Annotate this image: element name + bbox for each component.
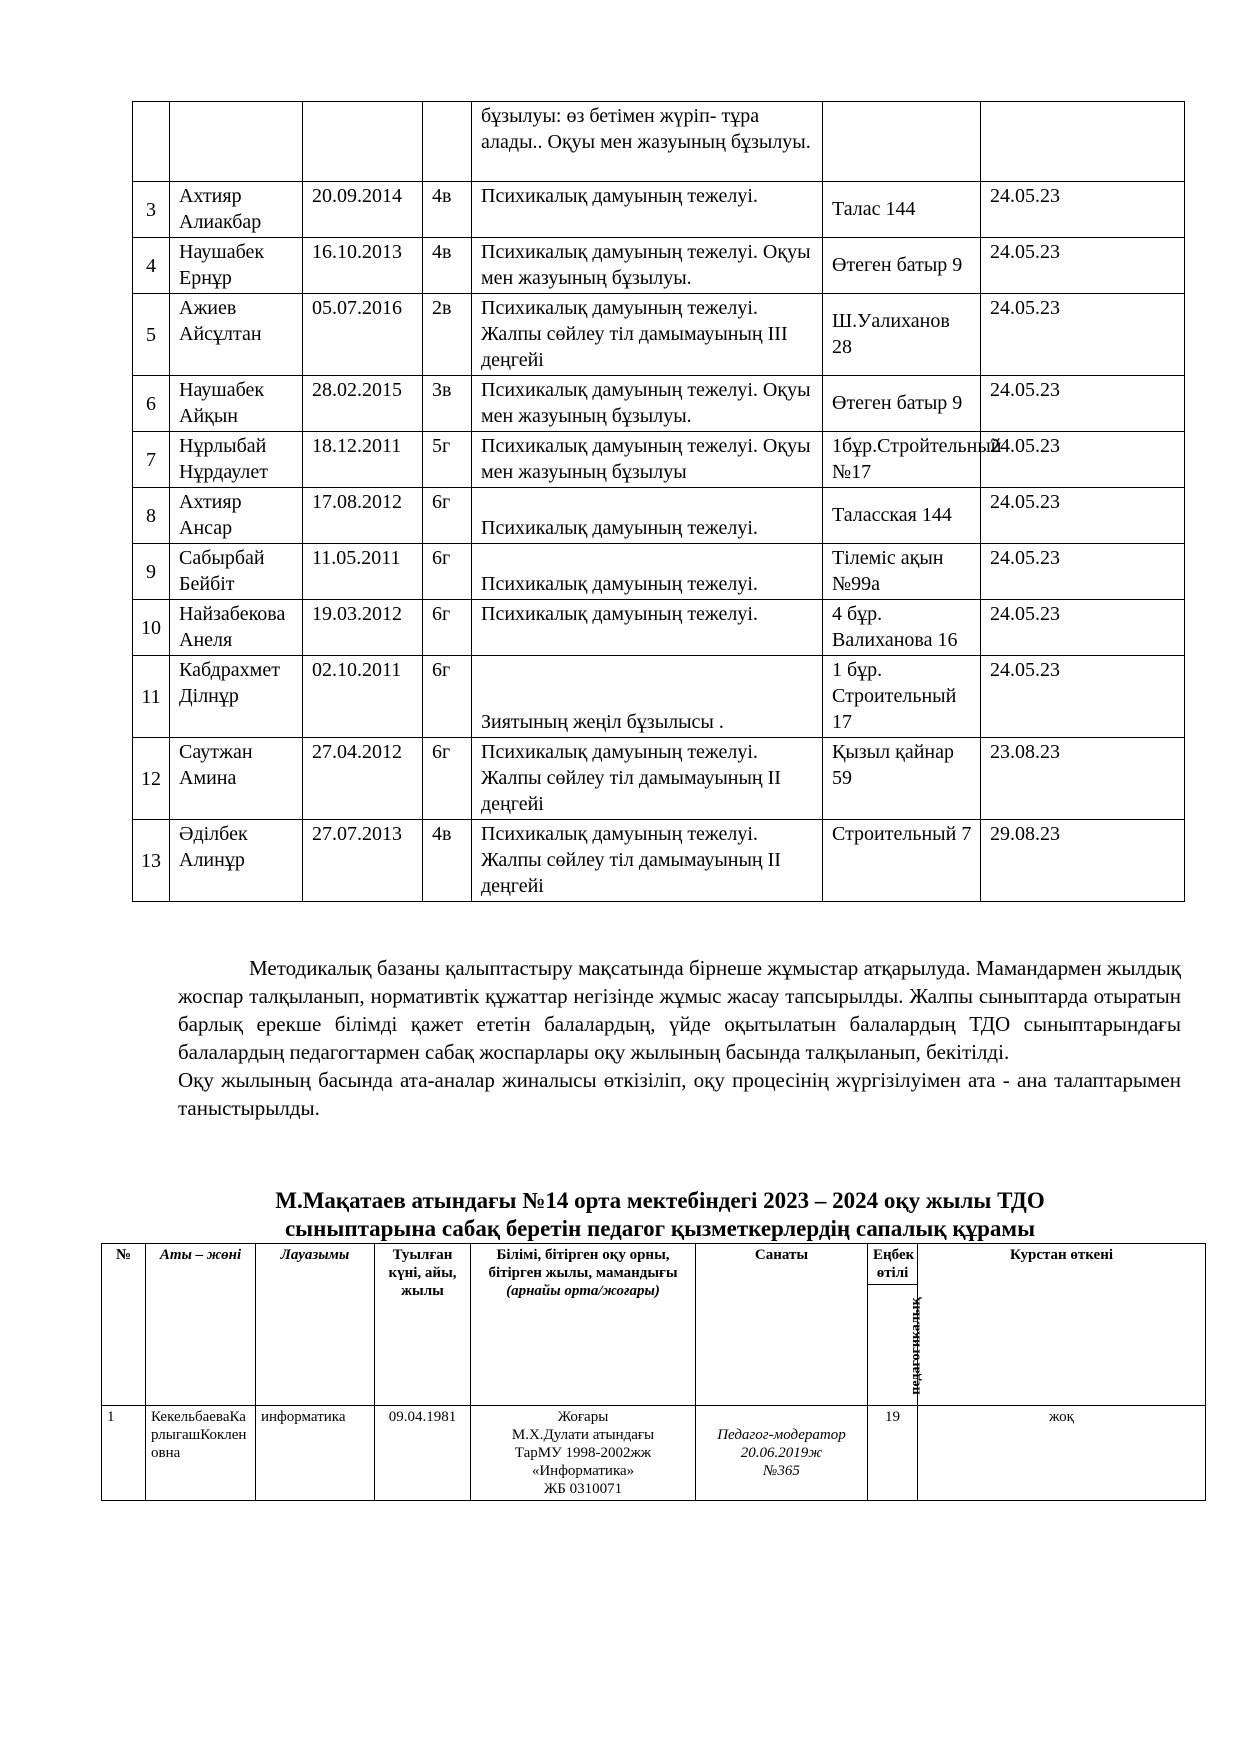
child-name: Ажиев Айсұлтан: [170, 294, 303, 376]
grade: 4в: [423, 820, 472, 902]
title-line-2: сыныптарына сабақ беретін педагог қызметкерлердің сапалық құрамы: [284, 1216, 1036, 1241]
header-dob: Туылған күні, айы, жылы: [375, 1244, 471, 1406]
row-number: 8: [133, 488, 170, 544]
staff-no: 1: [102, 1406, 146, 1501]
exam-date: 24.05.23: [981, 294, 1185, 376]
birth-date: 27.04.2012: [303, 738, 423, 820]
children-table: [132, 101, 1185, 902]
paragraph-1: Методикалық базаны қалыптастыру мақсатында бірнеше жұмыстар атқарылуда. Мамандармен жылдық жоспар талқыланып, нормативтік құжаттар негізінде жұмыс жасау тапсырылды. Жалпы сыныптарда отыратын барлық ерекше білімді қажет ететін балалардың, үйде оқытылатын балалардың ТДО сыныптарындағы балалардың педагогтармен сабақ жоспарлары оқу жылының басында талқыланып, бекітілді.: [178, 956, 1181, 1064]
header-courses: Курстан өткені: [918, 1244, 1206, 1406]
diagnosis: Психикалық дамуының тежелуі. Оқуы мен жазуының бұзылуы.: [472, 376, 823, 432]
address: 1бұр.Стройтельный №17: [823, 432, 981, 488]
education-specialty: «Информатика»: [531, 1463, 635, 1479]
staff-position: информатика: [256, 1406, 375, 1501]
address: Талас 144: [823, 182, 981, 238]
diagnosis: Психикалық дамуының тежелуі.: [472, 182, 823, 238]
staff-category: [696, 1406, 868, 1501]
child-row: [133, 376, 1185, 432]
grade: 6г: [423, 544, 472, 600]
birth-date: 18.12.2011: [303, 432, 423, 488]
child-name: Нұрлыбай Нұрдаулет: [170, 432, 303, 488]
category-number: №365: [763, 1463, 800, 1479]
staff-name: КекельбаеваКарлыгашКокленовна: [146, 1406, 256, 1501]
birth-date: 02.10.2011: [303, 656, 423, 738]
header-education-text: Білімі, бітірген оқу орны, бітірген жылы, мамандығы: [488, 1247, 678, 1281]
diagnosis: Зиятының жеңіл бұзылысы .: [472, 656, 823, 738]
category-title: Педагог-модератор: [717, 1427, 846, 1443]
child-row: [133, 432, 1185, 488]
child-name: Наушабек Айқын: [170, 376, 303, 432]
title-line-1: М.Мақатаев атындағы №14 орта мектебіндегі 2023 – 2024 оқу жылы ТДО: [275, 1188, 1045, 1213]
grade: 5г: [423, 432, 472, 488]
header-pedagogical-text: педагогикалық: [908, 1297, 924, 1395]
child-row: [133, 102, 1185, 182]
grade: 3в: [423, 376, 472, 432]
child-row: [133, 544, 1185, 600]
child-row: [133, 488, 1185, 544]
row-number: 13: [133, 820, 170, 902]
address: Строительный 7: [823, 820, 981, 902]
address: [823, 102, 981, 182]
grade: 4в: [423, 182, 472, 238]
row-number: 7: [133, 432, 170, 488]
diagnosis: Психикалық дамуының тежелуі. Оқуы мен жазуының бұзылуы: [472, 432, 823, 488]
staff-row: [102, 1406, 1206, 1501]
grade: 6г: [423, 488, 472, 544]
staff-education: [471, 1406, 696, 1501]
row-number: 3: [133, 182, 170, 238]
exam-date: 24.05.23: [981, 376, 1185, 432]
exam-date: 24.05.23: [981, 600, 1185, 656]
child-name: Ахтияр Алиакбар: [170, 182, 303, 238]
child-name: Әділбек Алинұр: [170, 820, 303, 902]
birth-date: 27.07.2013: [303, 820, 423, 902]
header-pedagogical: [868, 1285, 924, 1406]
grade: 6г: [423, 656, 472, 738]
header-no: №: [102, 1244, 146, 1406]
staff-table: [101, 1243, 1206, 1501]
child-row: [133, 820, 1185, 902]
grade: [423, 102, 472, 182]
address: 4 бұр. Валиханова 16: [823, 600, 981, 656]
address: Ш.Уалиханов 28: [823, 294, 981, 376]
header-position: Лауазымы: [256, 1244, 375, 1406]
child-name: [170, 102, 303, 182]
exam-date: 24.05.23: [981, 432, 1185, 488]
diagnosis: Психикалық дамуының тежелуі. Жалпы сөйлеу тіл дамымауының ІІІ деңгейі: [472, 294, 823, 376]
child-name: Саутжан Амина: [170, 738, 303, 820]
row-number: 10: [133, 600, 170, 656]
row-number: [133, 102, 170, 182]
row-number: 11: [133, 656, 170, 738]
child-name: Сабырбай Бейбіт: [170, 544, 303, 600]
header-category: Санаты: [696, 1244, 868, 1406]
birth-date: 19.03.2012: [303, 600, 423, 656]
education-university: М.Х.Дулати атындағы: [511, 1427, 655, 1443]
staff-courses: жоқ: [918, 1406, 1206, 1501]
header-education: [471, 1244, 696, 1406]
child-name: Наушабек Ернұр: [170, 238, 303, 294]
row-number: 9: [133, 544, 170, 600]
address: Өтеген батыр 9: [823, 376, 981, 432]
child-name: Кабдрахмет Ділнұр: [170, 656, 303, 738]
diagnosis: Психикалық дамуының тежелуі.: [472, 600, 823, 656]
child-row: [133, 238, 1185, 294]
child-row: [133, 600, 1185, 656]
birth-date: 20.09.2014: [303, 182, 423, 238]
staff-header-row: [102, 1244, 1206, 1285]
exam-date: 24.05.23: [981, 238, 1185, 294]
address: Тілеміс ақын №99а: [823, 544, 981, 600]
row-number: 12: [133, 738, 170, 820]
diagnosis: Психикалық дамуының тежелуі. Жалпы сөйлеу тіл дамымауының ІІ деңгейі: [472, 738, 823, 820]
child-row: [133, 294, 1185, 376]
exam-date: 24.05.23: [981, 656, 1185, 738]
paragraph-2: Оқу жылының басында ата-аналар жиналысы өткізіліп, оқу процесінің жүргізілуімен ата - ана талаптарымен таныстырылды.: [178, 1068, 1181, 1120]
staff-experience: 19: [868, 1406, 918, 1501]
grade: 2в: [423, 294, 472, 376]
address: Өтеген батыр 9: [823, 238, 981, 294]
address: Қызыл қайнар 59: [823, 738, 981, 820]
header-name: Аты – жөні: [146, 1244, 256, 1406]
exam-date: 29.08.23: [981, 820, 1185, 902]
education-years: ТарМУ 1998-2002жж: [514, 1445, 652, 1461]
education-diploma: ЖБ 0310071: [543, 1481, 623, 1497]
diagnosis: Психикалық дамуының тежелуі. Оқуы мен жазуының бұзылуы.: [472, 238, 823, 294]
exam-date: 24.05.23: [981, 488, 1185, 544]
header-education-note: (арнайы орта/жоғары): [506, 1283, 660, 1299]
category-date: 20.06.2019ж: [740, 1445, 823, 1461]
diagnosis: бұзылуы: өз бетімен жүріп- тұра алады.. Оқуы мен жазуының бұзылуы.: [472, 102, 823, 182]
address: 1 бұр. Строительный 17: [823, 656, 981, 738]
diagnosis: Психикалық дамуының тежелуі. Жалпы сөйлеу тіл дамымауының ІІ деңгейі: [472, 820, 823, 902]
diagnosis: Психикалық дамуының тежелуі.: [472, 544, 823, 600]
diagnosis: Психикалық дамуының тежелуі.: [472, 488, 823, 544]
grade: 6г: [423, 600, 472, 656]
exam-date: 23.08.23: [981, 738, 1185, 820]
header-experience: Еңбек өтілі: [868, 1244, 918, 1285]
birth-date: 05.07.2016: [303, 294, 423, 376]
row-number: 4: [133, 238, 170, 294]
birth-date: 16.10.2013: [303, 238, 423, 294]
exam-date: [981, 102, 1185, 182]
address: Таласская 144: [823, 488, 981, 544]
row-number: 6: [133, 376, 170, 432]
grade: 4в: [423, 238, 472, 294]
education-level: Жоғары: [557, 1409, 609, 1425]
exam-date: 24.05.23: [981, 544, 1185, 600]
child-row: [133, 182, 1185, 238]
birth-date: 11.05.2011: [303, 544, 423, 600]
child-name: Найзабекова Анеля: [170, 600, 303, 656]
methodology-paragraph: [178, 954, 1181, 1122]
grade: 6г: [423, 738, 472, 820]
exam-date: 24.05.23: [981, 182, 1185, 238]
birth-date: 17.08.2012: [303, 488, 423, 544]
child-row: [133, 656, 1185, 738]
staff-table-title: [100, 1187, 1220, 1243]
child-name: Ахтияр Ансар: [170, 488, 303, 544]
birth-date: [303, 102, 423, 182]
child-row: [133, 738, 1185, 820]
row-number: 5: [133, 294, 170, 376]
staff-dob: 09.04.1981: [375, 1406, 471, 1501]
birth-date: 28.02.2015: [303, 376, 423, 432]
